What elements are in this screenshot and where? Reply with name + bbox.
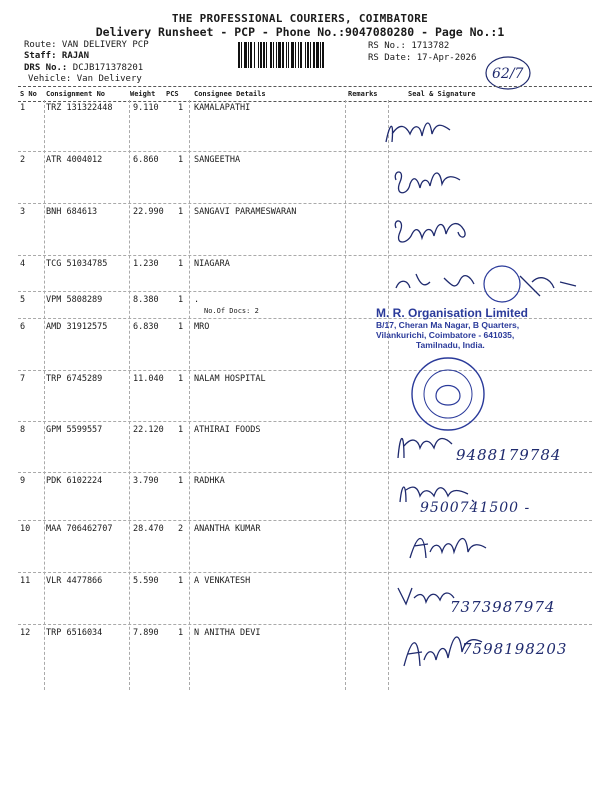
organisation-stamp [376, 306, 566, 350]
row-separator [18, 572, 592, 573]
stamp-address-2: Vilankurichi, Coimbatore - 641035, [376, 330, 515, 340]
signature-1 [380, 112, 460, 152]
signature-4 [390, 262, 580, 306]
cell-pcs: 1 [178, 207, 184, 217]
cell-pcs: 1 [178, 425, 184, 435]
cell-sno: 6 [20, 322, 26, 332]
cell-consignee: ATHIRAI FOODS [194, 425, 261, 435]
drs-label: DRS No.: [24, 63, 68, 73]
cell-sno: 8 [20, 425, 26, 435]
stamp-address-1: B/17, Cheran Ma Nagar, B Quarters, [376, 320, 520, 330]
table-row [18, 576, 592, 590]
stamp-address-3: Tamilnadu, India. [416, 340, 485, 350]
runsheet-subtitle: Delivery Runsheet - PCP - Phone No.:9047080280 - Page No.:1 [95, 25, 505, 39]
cell-sno: 3 [20, 207, 26, 217]
route-label: Route: VAN DELIVERY PCP [24, 40, 149, 50]
cell-consignee: . [194, 295, 200, 305]
row-separator [18, 520, 592, 521]
cell-sno: 12 [20, 628, 31, 638]
signature-10 [404, 526, 514, 566]
col-consignee: Consignee Details [194, 90, 266, 98]
rs-number: RS No.: 1713782 [368, 41, 450, 51]
cell-sno: 5 [20, 295, 26, 305]
cell-consignment: BNH 684613 [46, 207, 98, 217]
cell-consignment: MAA 706462707 [46, 524, 113, 534]
cell-weight: 22.990 [133, 207, 164, 217]
drs-number [24, 63, 143, 73]
page-mark-text: 62/7 [492, 66, 524, 82]
signature-2 [388, 160, 468, 204]
cell-consignment: GPM 5599557 [46, 425, 103, 435]
cell-consignment: AMD 31912575 [46, 322, 108, 332]
drs-value: DCJB171378201 [72, 63, 144, 73]
row-separator [18, 255, 592, 256]
cell-consignment: VLR 4477866 [46, 576, 103, 586]
col-remarks: Remarks [348, 90, 378, 98]
phone-8: 9488179784 [456, 446, 562, 464]
table-row [18, 476, 592, 490]
row-separator [18, 151, 592, 152]
cell-consignee: A VENKATESH [194, 576, 251, 586]
company-title: THE PROFESSIONAL COURIERS, COIMBATORE [171, 12, 429, 25]
cell-pcs: 1 [178, 295, 184, 305]
col-consignment: Consignment No [46, 90, 106, 98]
cell-weight: 1.230 [133, 259, 159, 269]
barcode [238, 42, 362, 68]
cell-pcs: 1 [178, 103, 184, 113]
cell-consignment: TRP 6745289 [46, 374, 103, 384]
cell-weight: 3.790 [133, 476, 159, 486]
cell-weight: 5.590 [133, 576, 159, 586]
col-seal: Seal & Signature [408, 90, 476, 98]
row-separator [18, 624, 592, 625]
table-row [18, 155, 592, 169]
row-separator [18, 203, 592, 204]
cell-pcs: 1 [178, 322, 184, 332]
cell-consignee: SANGEETHA [194, 155, 241, 165]
cell-consignee: N ANITHA DEVI [194, 628, 261, 638]
col-weight: Weight [130, 90, 156, 98]
cell-weight: 6.830 [133, 322, 159, 332]
cell-consignee: NALAM HOSPITAL [194, 374, 266, 384]
cell-sno: 1 [20, 103, 26, 113]
phone-9: 9500741500 - [420, 500, 531, 516]
cell-weight: 22.120 [133, 425, 164, 435]
cell-consignment: TRP 6516034 [46, 628, 103, 638]
phone-12: 7598198203 [462, 640, 568, 658]
cell-note: No.Of Docs: 2 [204, 307, 259, 315]
cell-pcs: 2 [178, 524, 184, 534]
row-separator [18, 472, 592, 473]
cell-pcs: 1 [178, 628, 184, 638]
table-row [18, 103, 592, 117]
cell-consignee: RADHKA [194, 476, 225, 486]
cell-sno: 7 [20, 374, 26, 384]
cell-weight: 9.110 [133, 103, 159, 113]
col-sno: S No [20, 90, 37, 98]
cell-sno: 9 [20, 476, 26, 486]
cell-weight: 7.890 [133, 628, 159, 638]
cell-weight: 8.380 [133, 295, 159, 305]
signature-3 [388, 210, 478, 254]
cell-weight: 11.040 [133, 374, 164, 384]
col-pcs: PCS [166, 90, 179, 98]
cell-weight: 28.470 [133, 524, 164, 534]
cell-consignee: KAMALAPATHI [194, 103, 251, 113]
cell-consignment: TRZ 131322448 [46, 103, 113, 113]
cell-consignee: NIAGARA [194, 259, 230, 269]
cell-consignee: MRO [194, 322, 210, 332]
cell-consignment: TCG 51034785 [46, 259, 108, 269]
cell-pcs: 1 [178, 155, 184, 165]
cell-sno: 11 [20, 576, 31, 586]
cell-consignment: ATR 4004012 [46, 155, 103, 165]
phone-11: 7373987974 [450, 598, 556, 616]
table-header [18, 86, 592, 102]
cell-sno: 4 [20, 259, 26, 269]
staff-label: Staff: RAJAN [24, 51, 90, 61]
round-seal [374, 356, 524, 432]
cell-consignment: PDK 6102224 [46, 476, 103, 486]
signature-8 [390, 424, 460, 464]
rs-date: RS Date: 17-Apr-2026 [368, 53, 477, 63]
cell-consignee: ANANTHA KUMAR [194, 524, 261, 534]
vehicle-label: Vehicle: Van Delivery [28, 74, 142, 84]
cell-pcs: 1 [178, 259, 184, 269]
cell-sno: 2 [20, 155, 26, 165]
cell-pcs: 1 [178, 576, 184, 586]
stamp-name: M. R. Organisation Limited [376, 306, 529, 320]
cell-sno: 10 [20, 524, 31, 534]
cell-consignment: VPM 5808289 [46, 295, 103, 305]
cell-consignee: SANGAVI PARAMESWARAN [194, 207, 297, 217]
cell-weight: 6.860 [133, 155, 159, 165]
cell-pcs: 1 [178, 374, 184, 384]
cell-pcs: 1 [178, 476, 184, 486]
table-row [18, 207, 592, 221]
